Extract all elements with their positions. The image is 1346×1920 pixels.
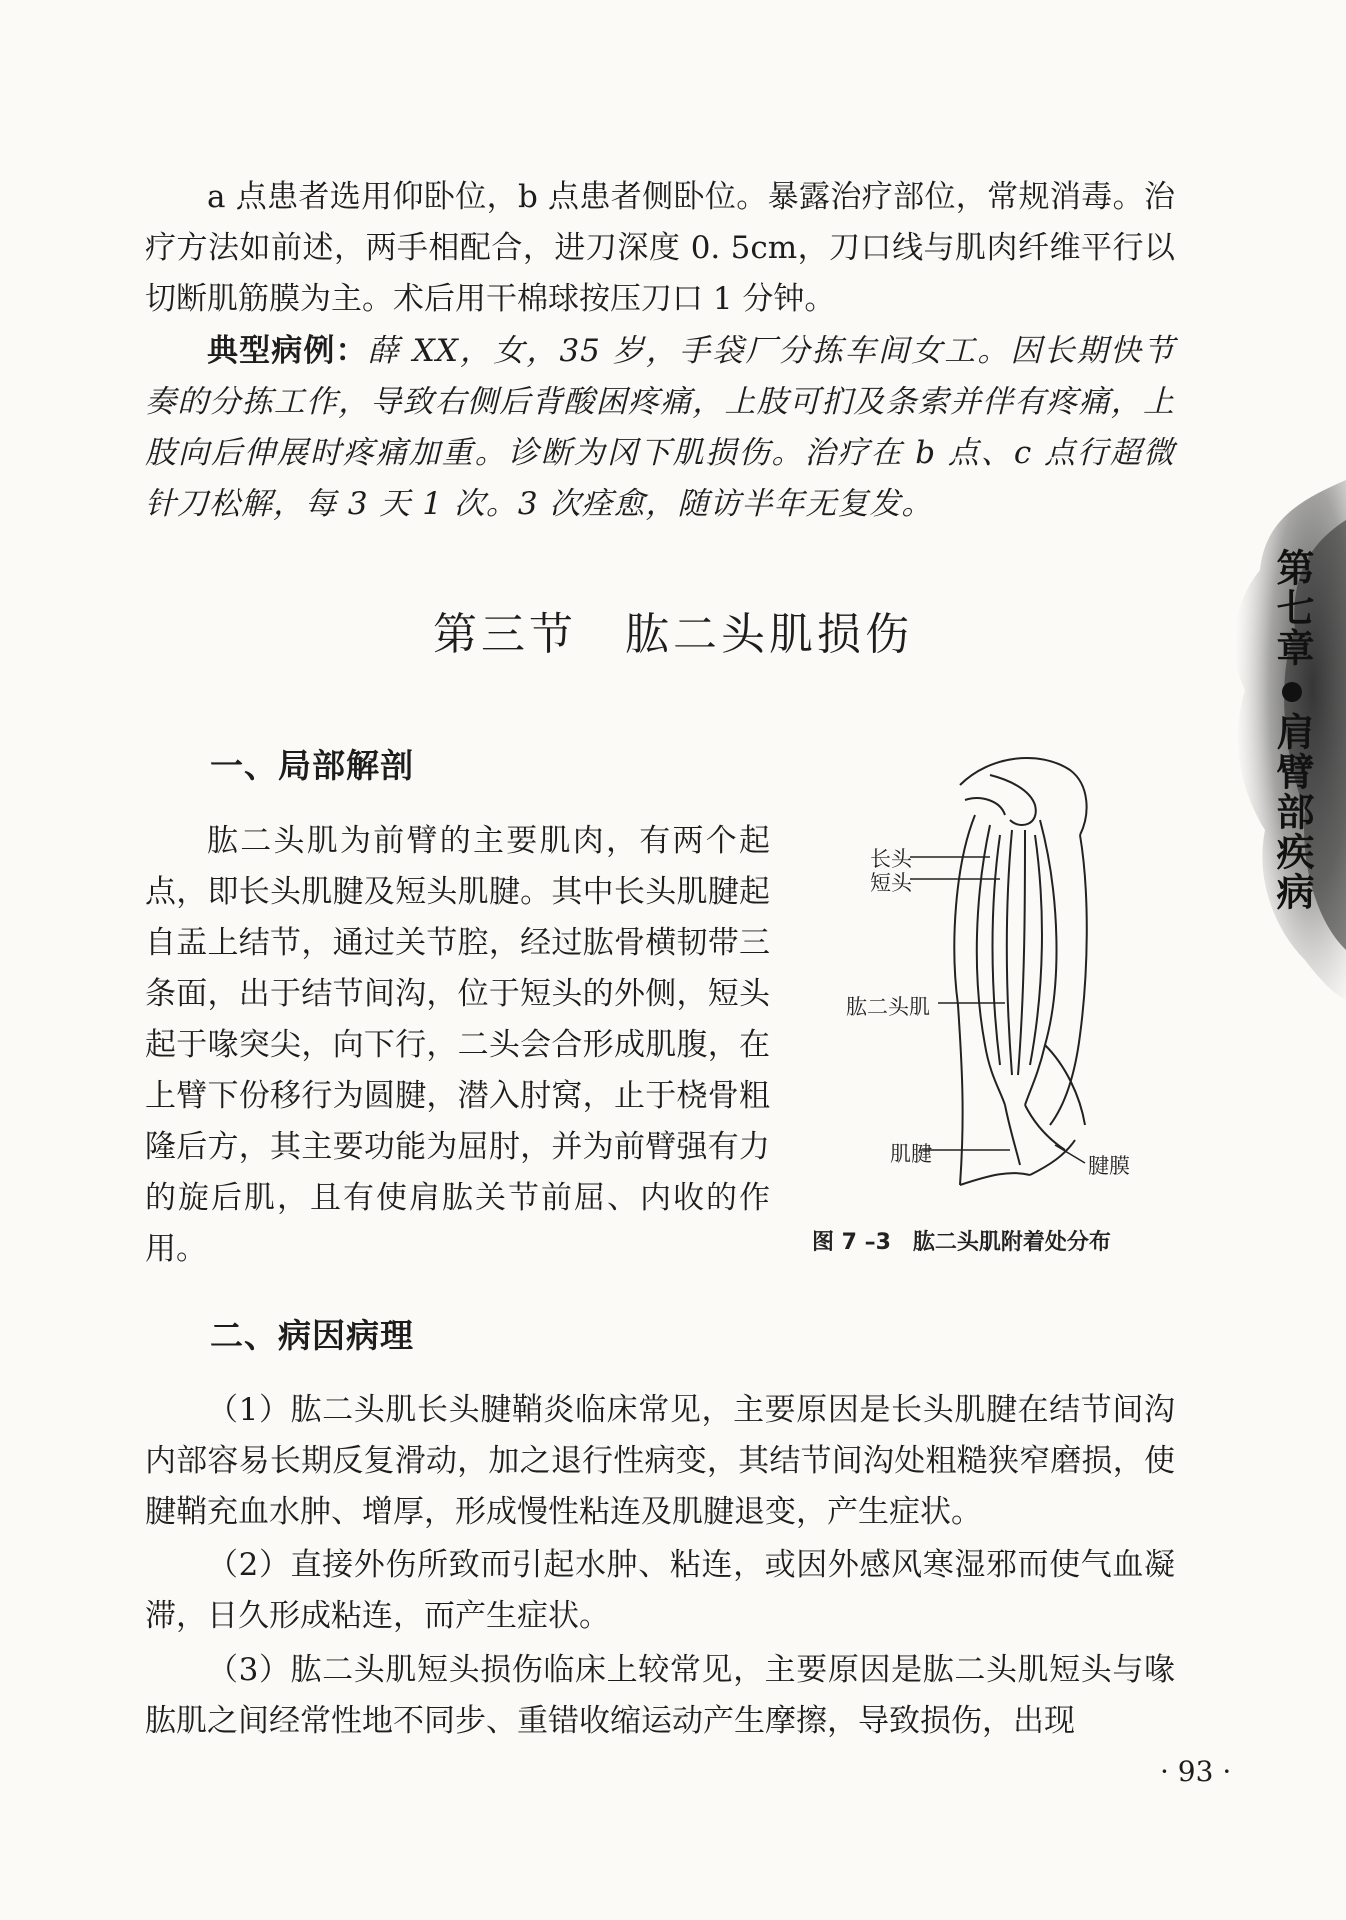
- section-title: 第三节 肱二头肌损伤: [433, 609, 913, 660]
- figure-caption: 图 7 –3 肱二头肌附着处分布: [812, 1230, 1111, 1255]
- figure-label-long-head: 长头: [870, 847, 912, 871]
- chapter-label: 第七章: [1270, 548, 1314, 668]
- figure-label-aponeurosis: 腱膜: [1088, 1154, 1130, 1178]
- etiology-paragraph-1: （1）肱二头肌长头腱鞘炎临床常见，主要原因是长头肌腱在结节间沟内部容易长期反复滑动，加之退行性病变，其结节间沟处粗糙狭窄磨损，使腱鞘充血水肿、增厚，形成慢性粘连及肌腱退变，产生症状。: [145, 1392, 1175, 1530]
- case-label: 典型病例：: [207, 333, 368, 369]
- biceps-figure: [840, 745, 1140, 1210]
- figure-label-tendon: 肌腱: [890, 1142, 932, 1166]
- chapter-topic: 肩臂部疾病: [1270, 712, 1314, 912]
- etiology-heading: 二、病因病理: [210, 1316, 414, 1355]
- figure-label-biceps: 肱二头肌: [846, 995, 930, 1019]
- etiology-paragraph-3: （3）肱二头肌短头损伤临床上较常见，主要原因是肱二头肌短头与喙肱肌之间经常性地不同步、重错收缩运动产生摩擦，导致损伤，出现: [145, 1652, 1175, 1739]
- figure-label-short-head: 短头: [870, 871, 912, 895]
- anatomy-heading: 一、局部解剖: [210, 746, 414, 785]
- etiology-paragraph-2: （2）直接外伤所致而引起水肿、粘连，或因外感风寒湿邪而使气血凝滞，日久形成粘连，而产生症状。: [145, 1547, 1175, 1634]
- bullet-dot-icon: [1282, 682, 1302, 702]
- intro-paragraph: a 点患者选用仰卧位，b 点患者侧卧位。暴露治疗部位，常规消毒。治疗方法如前述，两手相配合，进刀深度 0. 5cm，刀口线与肌肉纤维平行以切断肌筋膜为主。术后用干棉球按压刀口 1 分钟。: [145, 179, 1175, 317]
- biceps-illustration: [840, 745, 1140, 1210]
- anatomy-paragraph: 肱二头肌为前臂的主要肌肉，有两个起点，即长头肌腱及短头肌腱。其中长头肌腱起自盂上结节，通过关节腔，经过肱骨横韧带三条面，出于结节间沟，位于短头的外侧，短头起于喙突尖，向下行，二头会合形成肌腹，在上臂下份移行为圆腱，潜入肘窝，止于桡骨粗隆后方，其主要功能为屈肘，并为前臂强有力的旋后肌，且有使肩肱关节前屈、内收的作用。: [145, 823, 770, 1267]
- case-paragraph: [145, 326, 1175, 530]
- case-text: 薛 XX，女，35 岁，手袋厂分拣车间女工。因长期快节奏的分拣工作，导致右侧后背酸困疼痛，上肢可扪及条索并伴有疼痛，上肢向后伸展时疼痛加重。诊断为冈下肌损伤。治疗在 b 点、c 点行超微针刀松解，每 3 天 1 次。3 次痊愈，随访半年无复发。: [145, 333, 1176, 522]
- page-number: · 93 ·: [1160, 1755, 1232, 1788]
